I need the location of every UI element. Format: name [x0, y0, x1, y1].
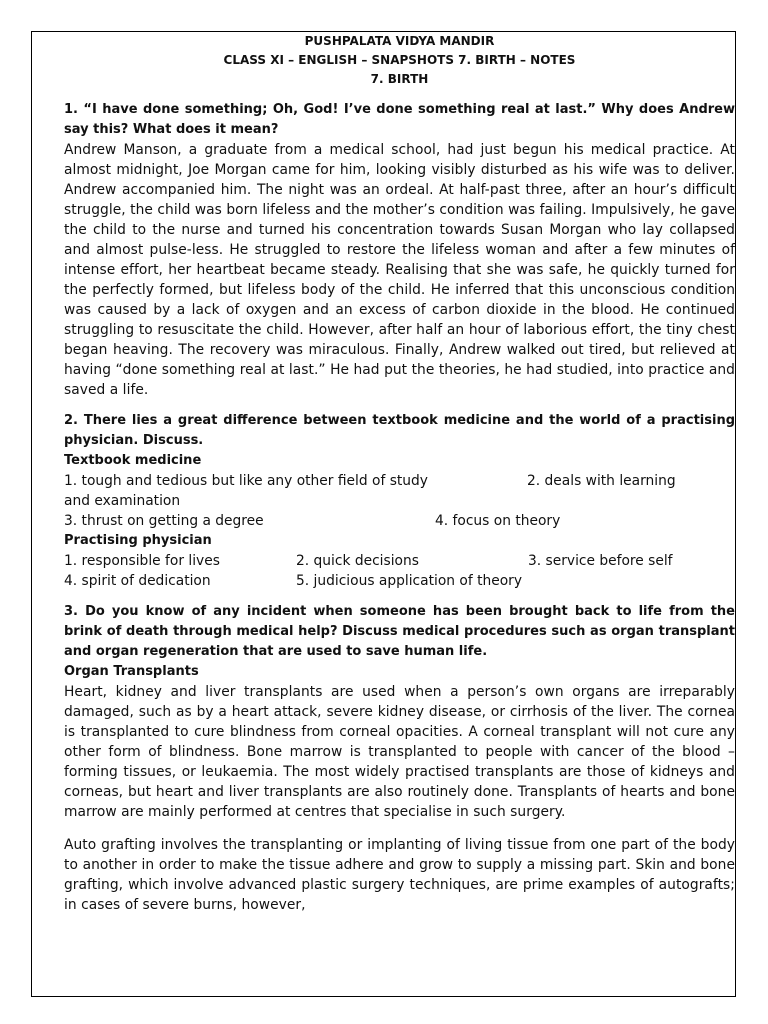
textbook-point-2: 2. deals with learning — [527, 473, 676, 489]
textbook-point-4: 4. focus on theory — [435, 513, 561, 529]
organ-transplants-heading: Organ Transplants — [64, 664, 199, 679]
physician-row-1 — [64, 551, 735, 571]
page-header — [64, 32, 735, 89]
textbook-row-1 — [64, 471, 735, 491]
notes-page — [31, 31, 736, 997]
textbook-point-3: 3. thrust on getting a degree — [64, 513, 264, 529]
physician-row-2 — [64, 571, 735, 591]
physician-point-2: 2. quick decisions — [296, 553, 419, 569]
textbook-row-2 — [64, 491, 735, 511]
physician-point-1: 1. responsible for lives — [64, 553, 220, 569]
textbook-point-1: 1. tough and tedious but like any other field of study — [64, 473, 428, 489]
question-3: 3. Do you know of any incident when someone has been brought back to life from the brink of death through medical help? Discuss medical procedures such as organ transplant and organ regeneration that are used to save human life. — [64, 604, 735, 659]
textbook-point-2-cont: and examination — [64, 493, 181, 509]
chapter-title: 7. BIRTH — [370, 72, 429, 86]
transplant-paragraph-2: Auto grafting involves the transplanting or implanting of living tissue from one part of the body to another in order to make the tissue adhere and grow to supply a missing part. Skin and bone grafting, which involve advanced plastic surgery techniques, are prime examples of autografts; in cases of severe burns, however, — [64, 837, 735, 913]
class-line: CLASS XI – ENGLISH – SNAPSHOTS 7. BIRTH – NOTES — [223, 53, 576, 67]
question-2: 2. There lies a great difference between textbook medicine and the world of a practising physician. Discuss. — [64, 413, 735, 448]
practising-physician-heading: Practising physician — [64, 533, 212, 548]
physician-point-3: 3. service before self — [528, 553, 673, 569]
textbook-row-3 — [64, 511, 735, 531]
physician-point-4: 4. spirit of dedication — [64, 573, 211, 589]
physician-point-5: 5. judicious application of theory — [296, 573, 522, 589]
page-content — [64, 32, 735, 915]
school-name: PUSHPALATA VIDYA MANDIR — [304, 34, 495, 48]
question-1: 1. “I have done something; Oh, God! I’ve done something real at last.” Why does Andrew say this? What does it mean? — [64, 102, 735, 137]
answer-1: Andrew Manson, a graduate from a medical school, had just begun his medical practice. At almost midnight, Joe Morgan came for him, looking visibly disturbed as his wife was to deliver. Andrew accompanied him. The night was an ordeal. At half-past three, after an hour’s difficult struggle, the child was born lifeless and the mother’s condition was failing. Impulsively, he gave the child to the nurse and turned his concentration towards Susan Morgan who lay collapsed and almost pulse-less. He struggled to restore the lifeless woman and after a few minutes of intense effort, her heartbeat became steady. Realising that she was safe, he quickly turned for the perfectly formed, but lifeless body of the child. He inferred that this unconscious condition was caused by a lack of oxygen and an excess of carbon dioxide in the blood. He continued struggling to resuscitate the child. However, after half an hour of laborious effort, the tiny chest began heaving. The recovery was miraculous. Finally, Andrew walked out tired, but relieved at having “done something real at last.” He had put the theories, he had studied, into practice and saved a life. — [64, 142, 735, 398]
transplant-paragraph-1: Heart, kidney and liver transplants are used when a person’s own organs are irreparably damaged, such as by a heart attack, severe kidney disease, or cirrhosis of the liver. The cornea is transplanted to cure blindness from corneal opacities. A corneal transplant will not cure any other form of blindness. Bone marrow is transplanted to people with cancer of the blood – forming tissues, or leukaemia. The most widely practised transplants are those of kidneys and corneas, but heart and liver transplants are also routinely done. Transplants of hearts and bone marrow are mainly performed at centres that specialise in such surgery. — [64, 684, 735, 820]
textbook-medicine-heading: Textbook medicine — [64, 453, 202, 468]
